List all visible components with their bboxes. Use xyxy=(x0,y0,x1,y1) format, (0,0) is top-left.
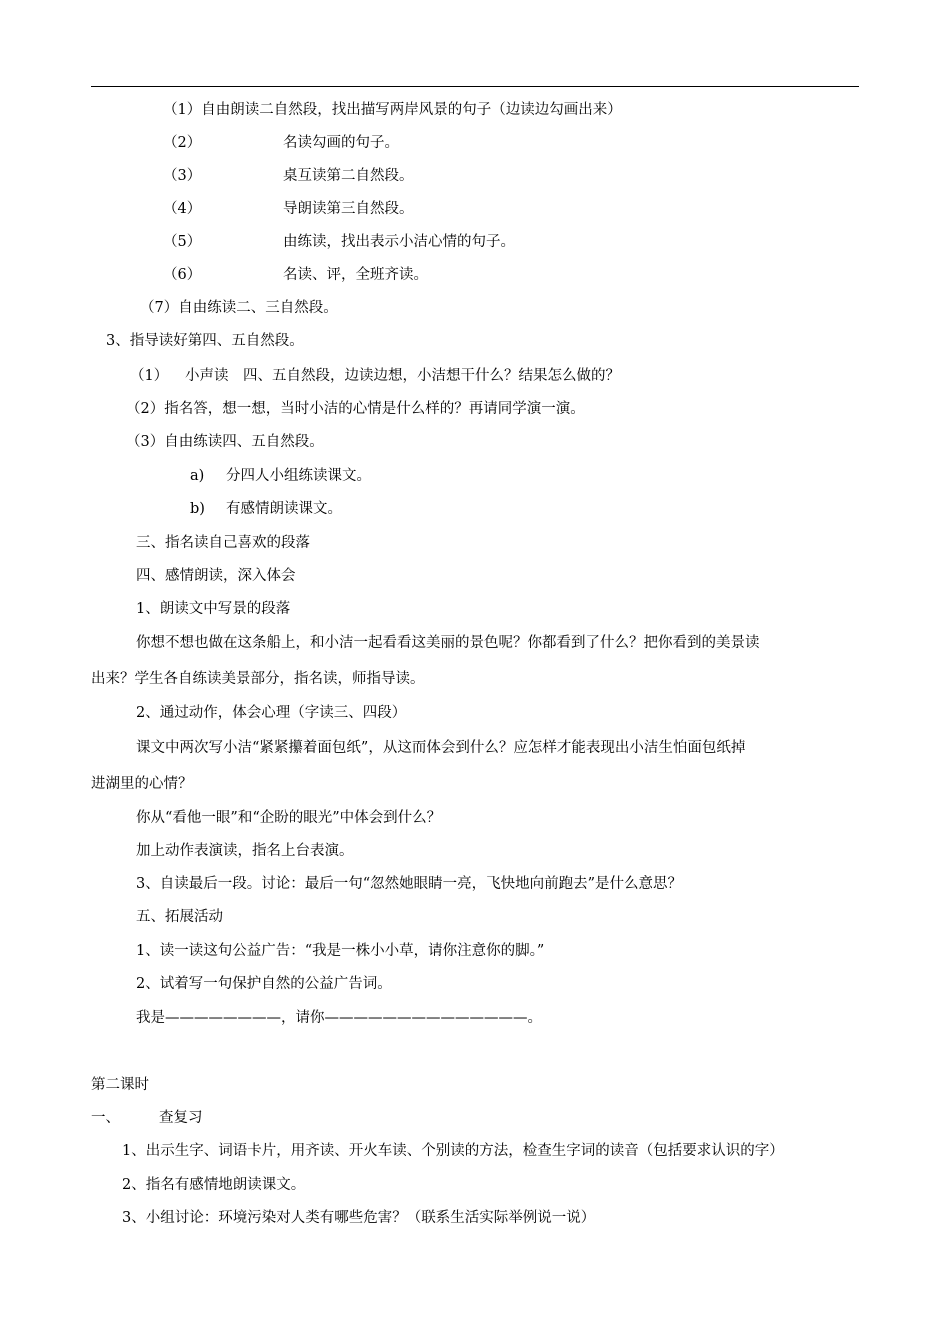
section-3-item-2: （2）指名答，想一想，当时小洁的心情是什么样的？再请同学演一演。 xyxy=(126,401,585,417)
section-3-item-1-number: （1） xyxy=(130,368,169,384)
step-5-text: 由练读，找出表示小洁心情的句子。 xyxy=(283,234,515,250)
scenery-paragraph-line-2: 出来？学生各自练读美景部分，指名读，师指导读。 xyxy=(91,671,425,687)
part-4-heading: 四、感情朗读，深入体会 xyxy=(136,568,296,584)
lesson-2-item-3: 3、小组讨论：环境污染对人类有哪些危害？（联系生活实际举例说一说） xyxy=(122,1210,596,1226)
step-3-number: （3） xyxy=(163,168,202,184)
step-4-text: 导朗读第三自然段。 xyxy=(283,201,414,217)
lesson-2-part-1-text: 查复习 xyxy=(159,1110,203,1126)
lesson-2-item-1: 1、出示生字、词语卡片，用齐读、开火车读、个别读的方法，检查生字词的读音（包括要求认识的字） xyxy=(122,1143,784,1159)
step-6-text: 名读、评，全班齐读。 xyxy=(283,267,428,283)
section-3-item-1-text: 小声读 四、五自然段，边读边想，小洁想干什么？结果怎么做的？ xyxy=(185,368,620,384)
step-2-text: 名读勾画的句子。 xyxy=(283,135,399,151)
part-4-item-2: 2、通过动作，体会心理（字读三、四段） xyxy=(136,705,407,721)
sub-item-b-text: 有感情朗读课文。 xyxy=(226,501,342,517)
glance-question: 你从“看他一眼”和“企盼的眼光”中体会到什么？ xyxy=(136,810,442,826)
part-5-heading: 五、拓展活动 xyxy=(136,909,223,925)
step-2-number: （2） xyxy=(163,135,202,151)
part-5-item-2: 2、试着写一句保护自然的公益广告词。 xyxy=(136,976,392,992)
bread-paper-paragraph-line-2: 进湖里的心情？ xyxy=(91,776,193,792)
scenery-paragraph-line-1: 你想不想也做在这条船上，和小洁一起看看这美丽的景色呢？你都看到了什么？把你看到的美景读 xyxy=(136,635,760,651)
step-1-free-reading: （1）自由朗读二自然段，找出描写两岸风景的句子（边读边勾画出来） xyxy=(163,102,622,118)
part-4-item-1: 1、朗读文中写景的段落 xyxy=(136,601,291,617)
bread-paper-paragraph xyxy=(91,738,859,794)
header-rule xyxy=(91,86,859,87)
section-3-item-3: （3）自由练读四、五自然段。 xyxy=(126,434,324,450)
part-5-item-1: 1、读一读这句公益广告：“我是一株小小草，请你注意你的脚。” xyxy=(136,943,545,959)
part-4-item-3: 3、自读最后一段。讨论：最后一句“忽然她眼睛一亮，飞快地向前跑去”是什么意思？ xyxy=(136,876,683,892)
step-6-number: （6） xyxy=(163,267,202,283)
lesson-2-part-1-number: 一、 xyxy=(91,1110,120,1126)
sub-item-a-marker: a) xyxy=(190,468,205,484)
lesson-2-item-2: 2、指名有感情地朗读课文。 xyxy=(122,1177,306,1193)
step-5-number: （5） xyxy=(163,234,202,250)
lesson-2-title: 第二课时 xyxy=(91,1077,149,1093)
step-7-free-practice: （7）自由练读二、三自然段。 xyxy=(140,300,338,316)
part-3-heading: 三、指名读自己喜欢的段落 xyxy=(136,535,310,551)
sub-item-b-marker: b) xyxy=(190,501,205,517)
sub-item-a-text: 分四人小组练读课文。 xyxy=(226,468,371,484)
act-out-reading: 加上动作表演读，指名上台表演。 xyxy=(136,843,354,859)
section-3-heading: 3、指导读好第四、五自然段。 xyxy=(106,333,304,349)
fill-in-slogan: 我是————————，请你——————————————。 xyxy=(136,1010,542,1026)
step-3-text: 桌互读第二自然段。 xyxy=(283,168,414,184)
step-4-number: （4） xyxy=(163,201,202,217)
scenery-paragraph xyxy=(91,633,859,689)
bread-paper-paragraph-line-1: 课文中两次写小洁“紧紧攥着面包纸”，从这而体会到什么？应怎样才能表现出小洁生怕面包纸掉 xyxy=(136,740,746,756)
